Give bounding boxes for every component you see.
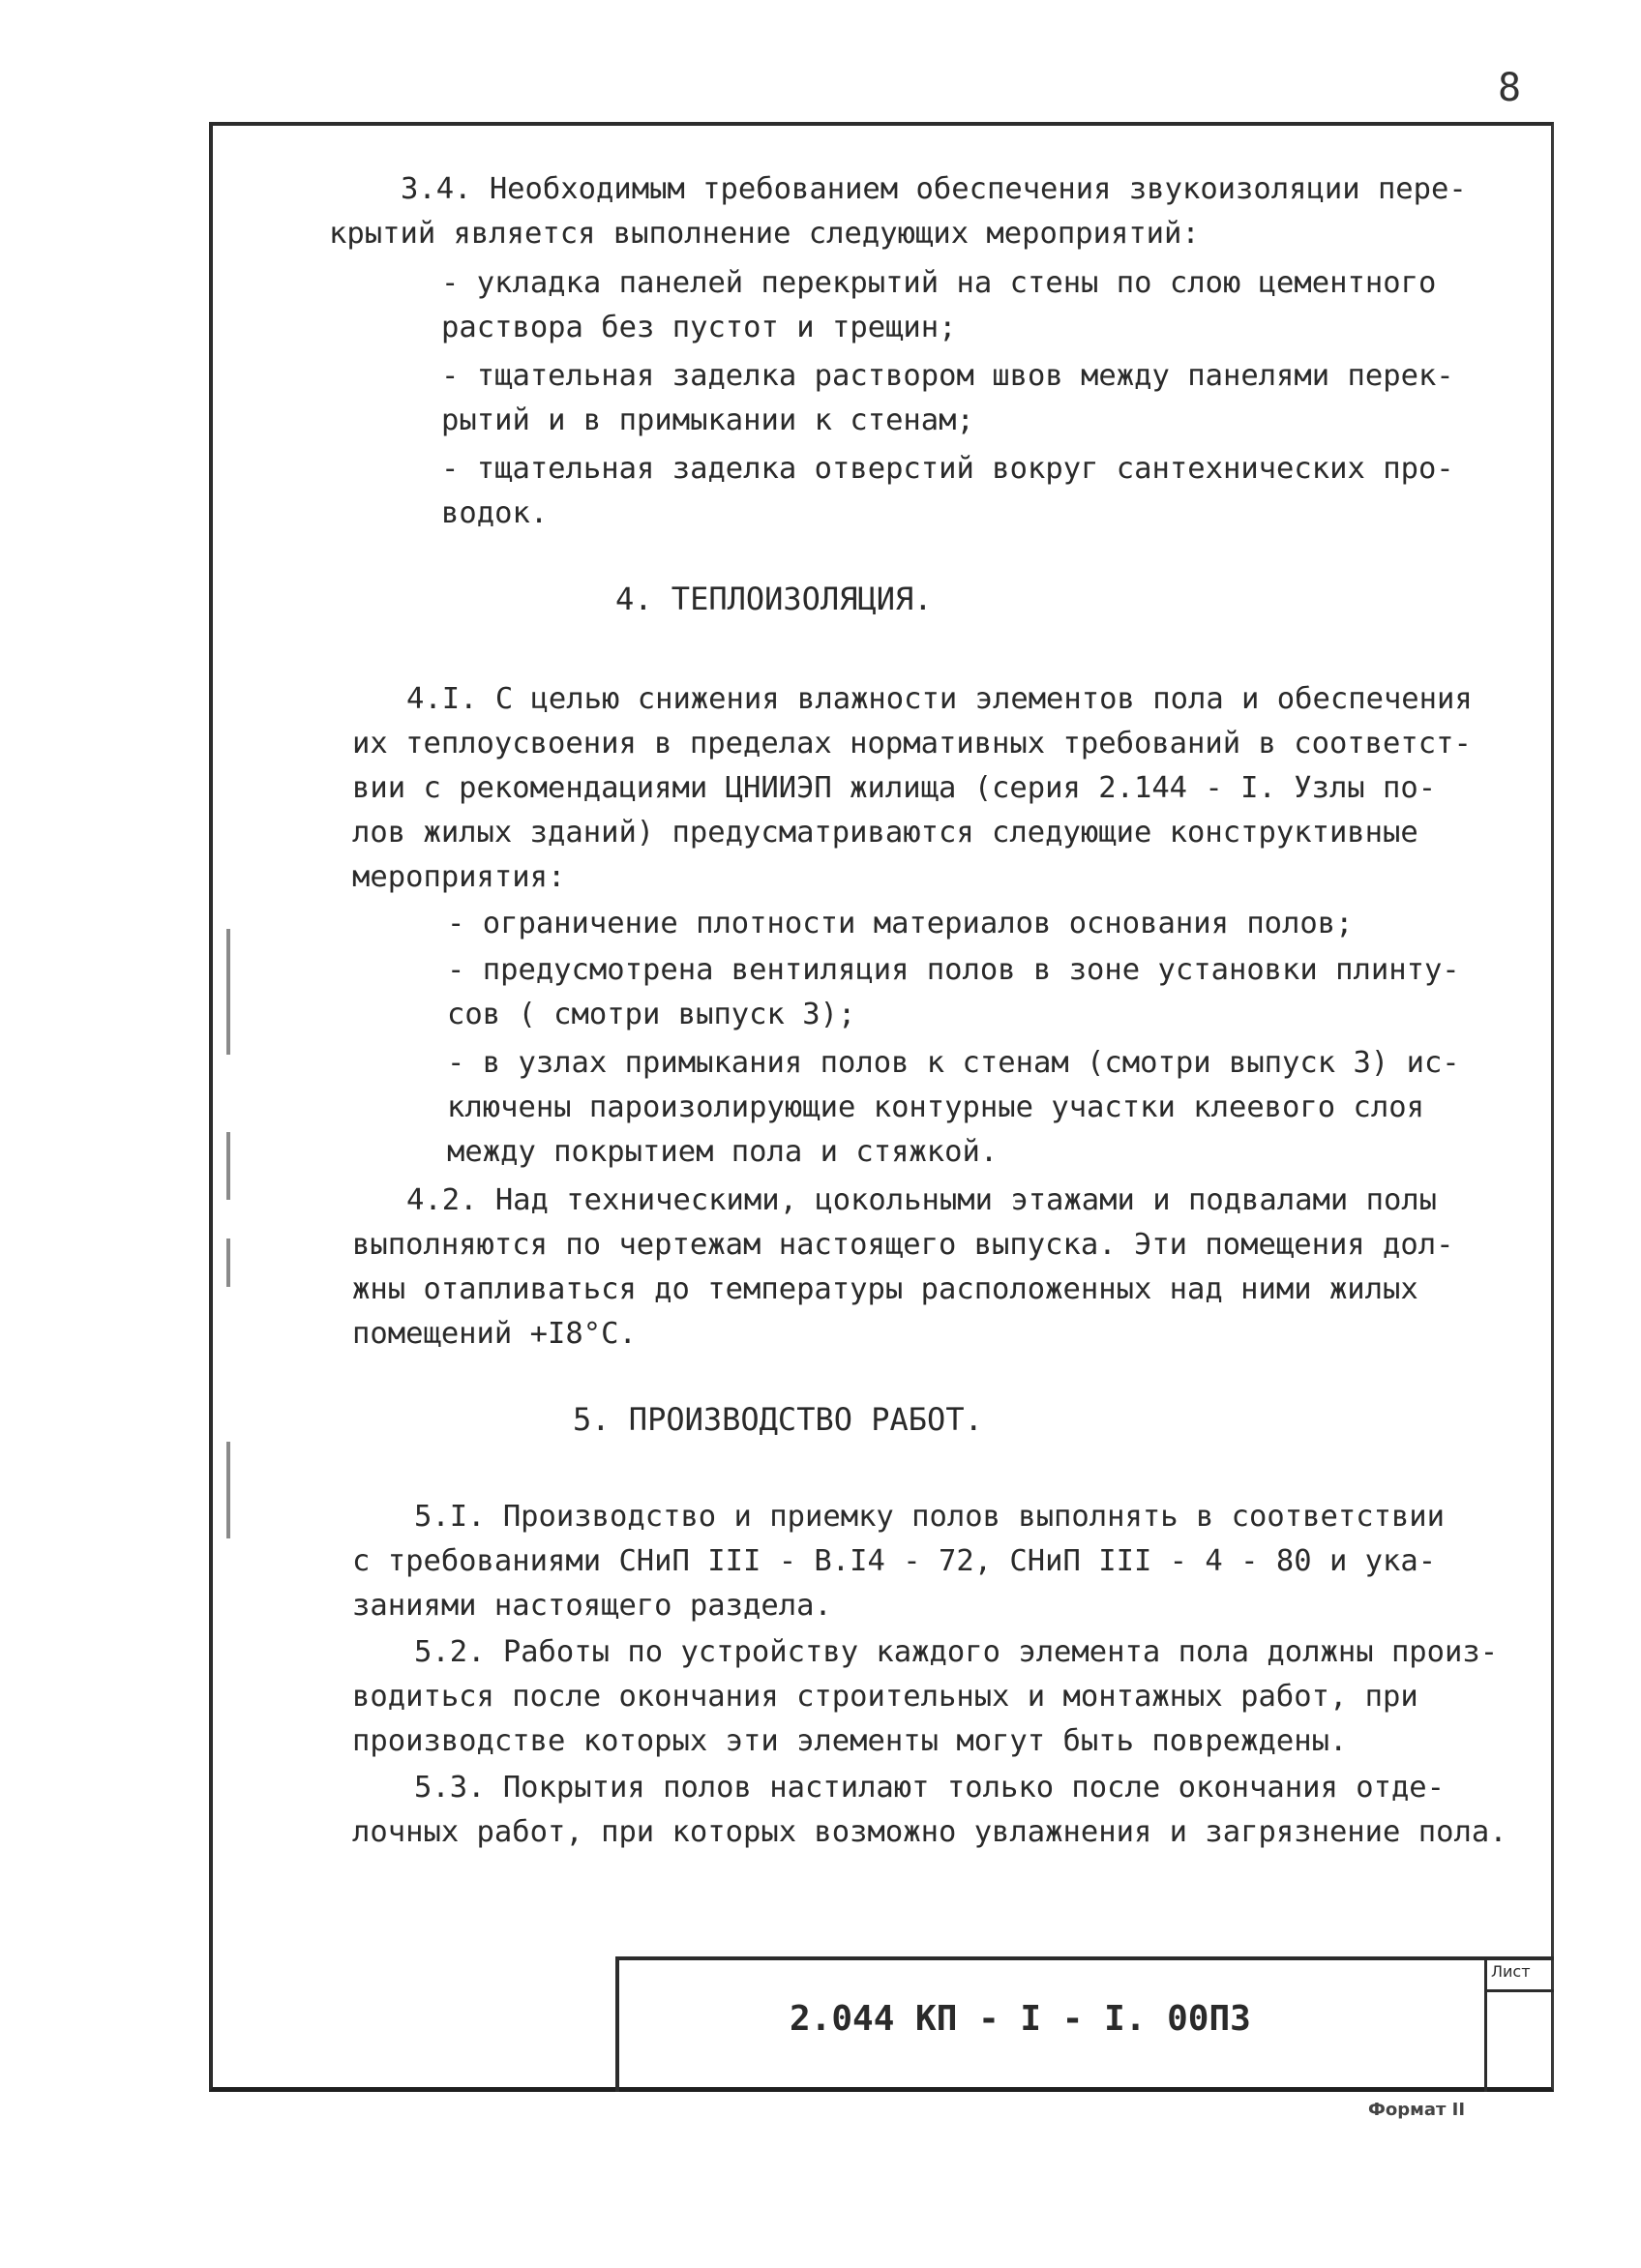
section-4-line: вии с рекомендациями ЦНИИЭП жилища (серия 2.144 - I. Узлы по-	[352, 771, 1437, 805]
section-4-heading: 4. ТЕПЛОИЗОЛЯЦИЯ.	[615, 581, 933, 617]
section-3-4-bullet: раствора без пустот и трещин;	[441, 311, 957, 344]
section-5-line: 5.I. Производство и приемку полов выполнять в соответствии	[414, 1500, 1446, 1534]
document-code: 2.044 КП - I - I. 00ПЗ	[790, 1999, 1251, 2039]
section-3-4-bullet: - укладка панелей перекрытий на стены по слою цементного	[441, 266, 1437, 300]
section-4-bullet: - ограничение плотности материалов основания полов;	[447, 907, 1354, 940]
section-5-line: с требованиями СНиП III - В.I4 - 72, СНиП III - 4 - 80 и ука-	[352, 1544, 1437, 1578]
section-4-bullet: сов ( смотри выпуск 3);	[447, 998, 856, 1031]
section-4-bullet: между покрытием пола и стяжкой.	[447, 1135, 999, 1169]
section-4-bullet: - предусмотрена вентиляция полов в зоне установки плинту-	[447, 953, 1460, 987]
section-5-line: производстве которых эти элементы могут быть повреждены.	[352, 1724, 1348, 1758]
section-4-line: помещений +I8°С.	[352, 1317, 637, 1351]
sheet-divider	[1487, 1989, 1554, 1992]
section-4-line: жны отапливаться до температуры расположенных над ними жилых	[352, 1272, 1418, 1306]
section-5-line: заниями настоящего раздела.	[352, 1589, 832, 1623]
section-3-4-bullet: рытий и в примыкании к стенам;	[441, 403, 974, 437]
section-4-line: их теплоусвоения в пределах нормативных требований в соответст-	[352, 727, 1472, 761]
section-3-4-bullet: - тщательная заделка раствором швов между панелями перек-	[441, 359, 1454, 393]
margin-mark	[226, 1442, 230, 1538]
section-4-line: мероприятия:	[352, 860, 566, 894]
title-block	[615, 1956, 1554, 2092]
section-3-4-bullet: водок.	[441, 496, 549, 530]
sheet-box	[1484, 1960, 1554, 2092]
section-5-heading: 5. ПРОИЗВОДСТВО РАБОТ.	[573, 1401, 983, 1438]
section-4-line: лов жилых зданий) предусматриваются следующие конструктивные	[352, 816, 1418, 850]
section-3-4-bullet: - тщательная заделка отверстий вокруг сантехнических про-	[441, 452, 1454, 486]
margin-mark	[226, 1238, 230, 1287]
page-number: 8	[1498, 66, 1522, 110]
section-5-line: 5.3. Покрытия полов настилают только после окончания отде-	[414, 1771, 1446, 1805]
section-4-bullet: ключены пароизолирующие контурные участки клеевого слоя	[447, 1090, 1424, 1124]
section-4-bullet: - в узлах примыкания полов к стенам (смотри выпуск 3) ис-	[447, 1046, 1460, 1080]
sheet-label: Лист	[1491, 1962, 1531, 1981]
section-3-4-line: 3.4. Необходимым требованием обеспечения звукоизоляции пере-	[401, 172, 1467, 206]
section-3-4-line: крытий является выполнение следующих мероприятий:	[329, 217, 1200, 251]
section-4-line: 4.2. Над техническими, цокольными этажами и подвалами полы	[406, 1183, 1438, 1217]
section-4-line: 4.I. С целью снижения влажности элементов пола и обеспечения	[406, 682, 1473, 716]
section-5-line: 5.2. Работы по устройству каждого элемента пола должны произ-	[414, 1635, 1499, 1669]
format-label: Формат II	[1368, 2100, 1466, 2120]
section-5-line: водиться после окончания строительных и монтажных работ, при	[352, 1680, 1418, 1714]
margin-mark	[226, 929, 230, 1055]
section-5-line: лочных работ, при которых возможно увлажнения и загрязнение пола.	[352, 1815, 1507, 1849]
margin-mark	[226, 1132, 230, 1200]
section-4-line: выполняются по чертежам настоящего выпуска. Эти помещения дол-	[352, 1228, 1454, 1262]
